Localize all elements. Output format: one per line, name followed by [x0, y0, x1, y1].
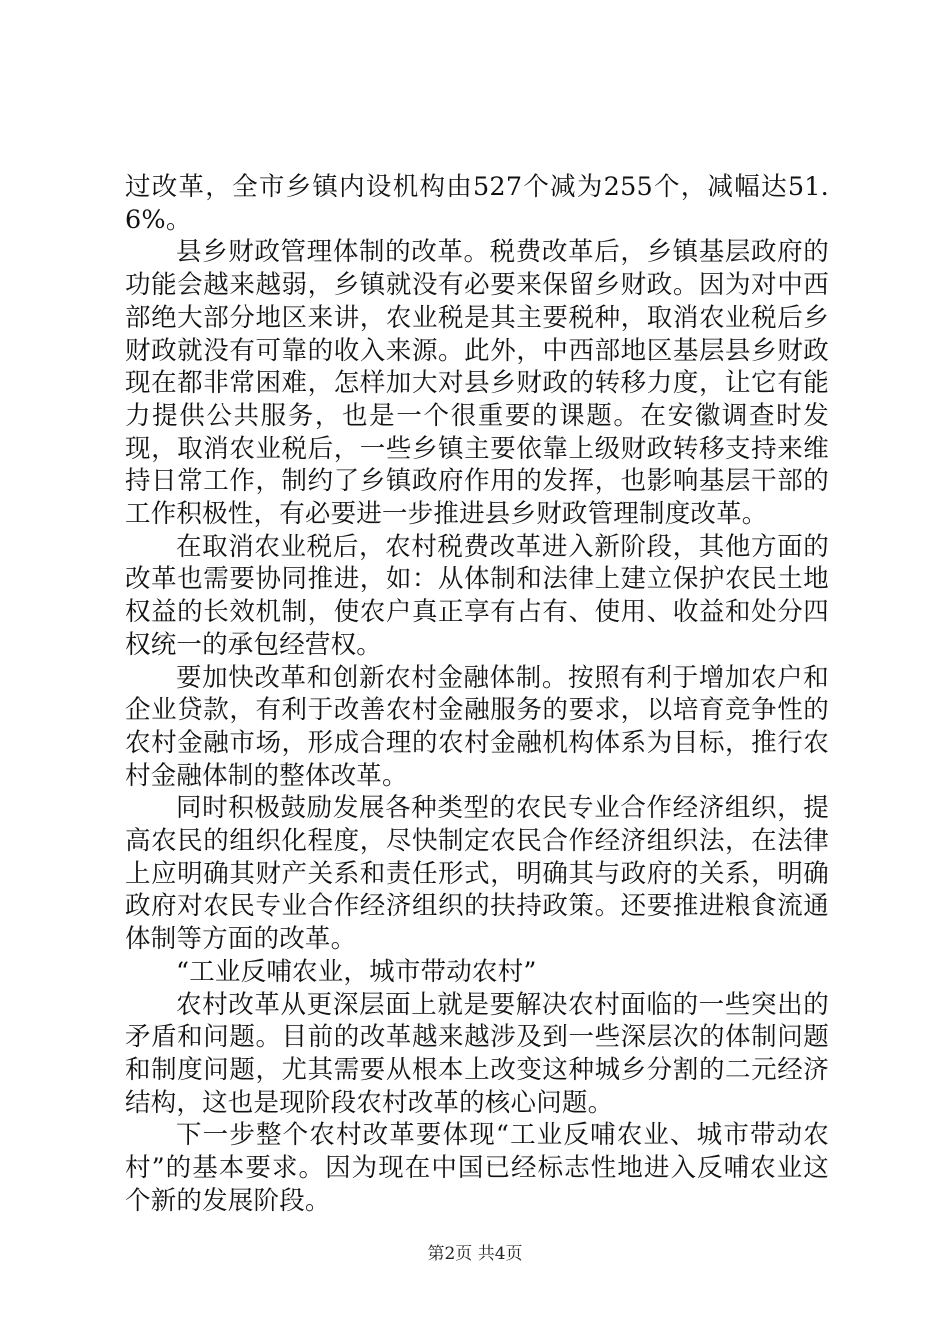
page-number-footer: 第2页 共4页 [427, 1244, 523, 1264]
paragraph-cooperatives: 同时积极鼓励发展各种类型的农民专业合作经济组织，提高农民的组织化程度，尽快制定农民合作经济组织法，在法律上应明确其财产关系和责任形式，明确其与政府的关系，明确政府对农民专业合作经济组织的扶持政策。还要推进粮食流通体制等方面的改革。 [125, 793, 829, 955]
section-heading: “工业反哺农业，城市带动农村” [176, 956, 537, 987]
paragraph-fiscal-reform: 县乡财政管理体制的改革。税费改革后，乡镇基层政府的功能会越来越弱，乡镇就没有必要来保留乡财政。因为对中西部绝大部分地区来讲，农业税是其主要税种，取消农业税后乡财政就没有可靠的收入来源。此外，中西部地区基层县乡财政现在都非常困难，怎样加大对县乡财政的转移力度，让它有能力提供公共服务，也是一个很重要的课题。在安徽调查时发现，取消农业税后，一些乡镇主要依靠上级财政转移支持来维持日常工作，制约了乡镇政府作用的发挥，也影响基层干部的工作积极性，有必要进一步推进县乡财政管理制度改革。 [125, 237, 829, 530]
paragraph-continuation: 过改革，全市乡镇内设机构由527个减为255个，减幅达51.6%。 [125, 172, 829, 235]
paragraph-tax-reform-new-stage: 在取消农业税后，农村税费改革进入新阶段，其他方面的改革也需要协同推进，如：从体制和法律上建立保护农民土地权益的长效机制，使农户真正享有占有、使用、收益和处分四权统一的承包经营权。 [125, 531, 829, 660]
paragraph-deep-reform: 农村改革从更深层面上就是要解决农村面临的一些突出的矛盾和问题。目前的改革越来越涉及到一些深层次的体制问题和制度问题，尤其需要从根本上改变这种城乡分割的二元经济结构，这也是现阶段农村改革的核心问题。 [125, 989, 829, 1118]
paragraph-rural-finance: 要加快改革和创新农村金融体制。按照有利于增加农户和企业贷款，有利于改善农村金融服务的要求，以培育竞争性的农村金融市场，形成合理的农村金融机构体系为目标，推行农村金融体制的整体改革。 [125, 662, 829, 791]
document-body [125, 171, 829, 1218]
paragraph-next-step: 下一步整个农村改革要体现“工业反哺农业、城市带动农村”的基本要求。因为现在中国已经标志性地进入反哺农业这个新的发展阶段。 [125, 1120, 829, 1216]
